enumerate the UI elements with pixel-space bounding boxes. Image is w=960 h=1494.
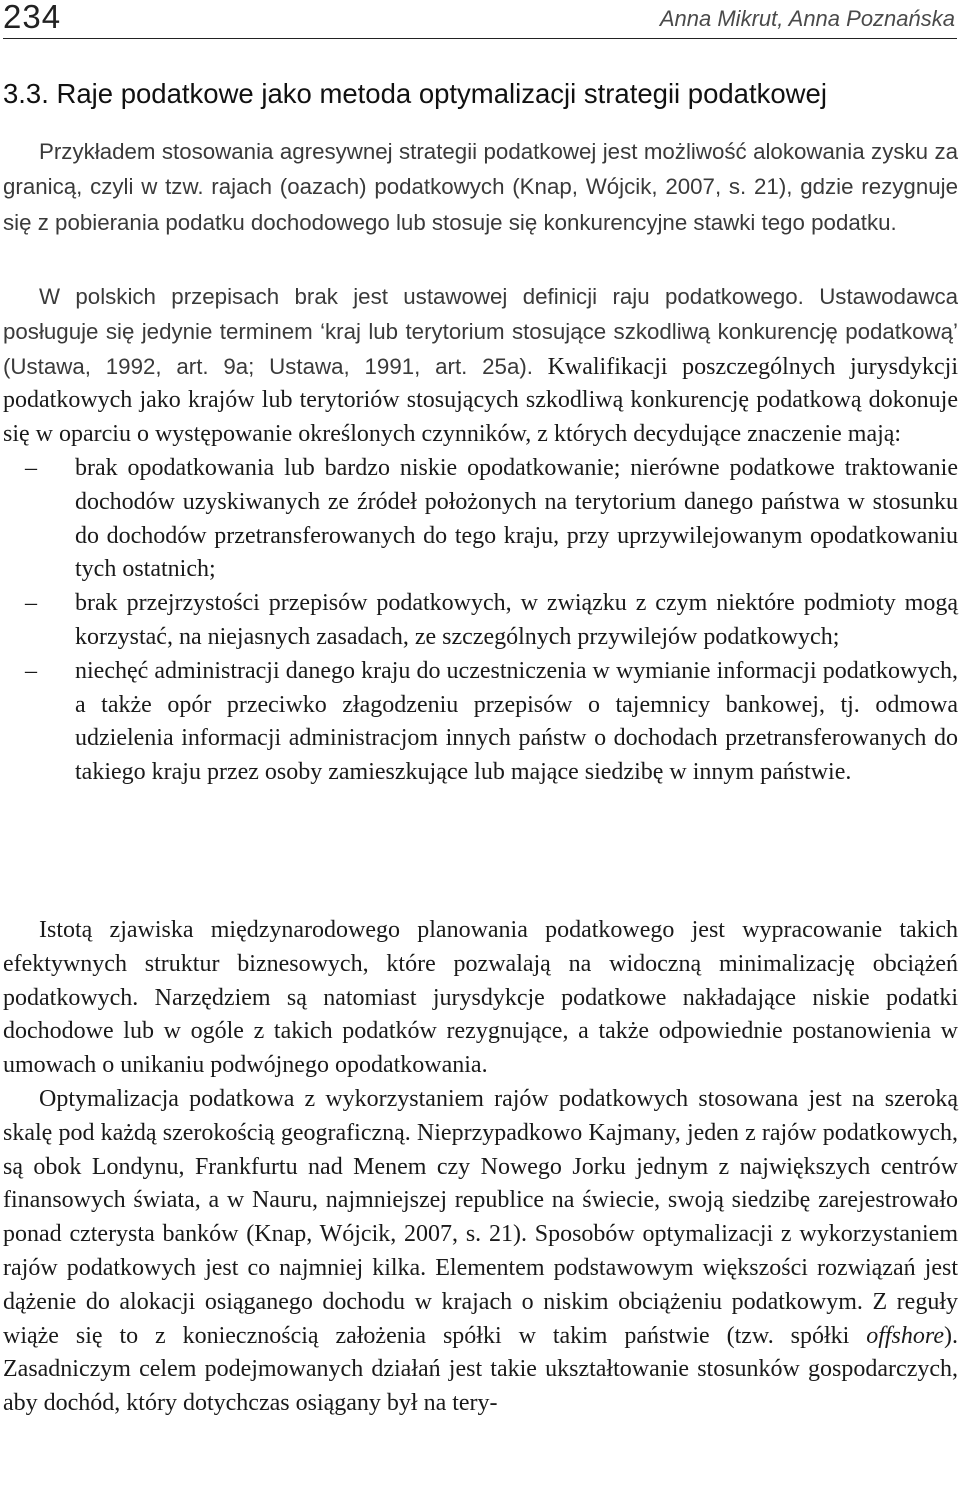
offshore-term: offshore xyxy=(866,1322,944,1349)
list-item: – niechęć administracji danego kraju do uczestniczenia w wymianie informacji podatkowych, a także opór przeciwko złagodzeniu przepisów o tajemnicy bankowej, tj. odmowa udzielenia informacji administracjom innych państw o dochodach przetransferowanych do takiego kraju przez osoby zamieszkujące lub mające siedzibę w innym państwie. xyxy=(3,655,958,790)
running-head-authors: Anna Mikrut, Anna Poznańska xyxy=(659,6,955,31)
paragraph-tax-planning: Istotą zjawiska międzynarodowego planowania podatkowego jest wypracowanie takich efektywnych struktur biznesowych, które pozwalają na widoczną minimalizację obciążeń podatkowych. Narzędziem są natomiast jurysdykcje podatkowe nakładające niskie podatki dochodowe lub w ogóle z takich podatków rezygnujące, a także odpowiednie postanowienia w umowach o unikaniu podwójnego opodatkowania. xyxy=(3,917,958,1079)
paragraph-optimization-part-b: ). Zasadniczym celem podejmowanych działań jest takie ukształtowanie stosunków gospodarczych, aby dochód, który dotychczas osiągany był na tery- xyxy=(3,1322,958,1417)
paragraph-optimization-part-a: Optymalizacja podatkowa z wykorzystaniem rajów podatkowych stosowana jest na szeroką skalę pod każdą szerokością geograficzną. Nieprzypadkowo Kajmany, jeden z rajów podatkowych, są obok Londynu, Frankfurtu nad Menem czy Nowego Jorku jednym z największych centrów finansowych świata, a w Nauru, najmniejszej republice na świecie, swoją siedzibę zarejestrowało ponad czterysta banków (Knap, Wójcik, 2007, s. 21). Sposobów optymalizacji z wykorzystaniem rajów podatkowych jest co najmniej kilka. Elementem podstawowym większości rozwiązań jest dążenie do alokacji osiąganego dochodu w krajach o niskim obciążeniu podatkowym. Z reguły wiąże się to z koniecznością założenia spółki w takim państwie (tzw. spółki xyxy=(3,1085,958,1349)
paragraph-aggressive-strategy: Przykładem stosowania agresywnej strategii podatkowej jest możliwość alokowania zysku za granicą, czyli w tzw. rajach (oazach) podatkowych (Knap, Wójcik, 2007, s. 21), gdzie rezygnuje się z pobierania podatku dochodowego lub stosuje się konkurencyjne stawki tego podatku. xyxy=(3,139,958,235)
list-item: – brak przejrzystości przepisów podatkowych, w związku z czym niektóre podmioty mogą korzystać, na niejasnych zasadach, ze szczególnych przywilejów podatkowych; xyxy=(3,587,958,655)
page-number: 234 xyxy=(3,0,62,35)
criteria-list xyxy=(3,452,958,790)
section-heading: 3.3. Raje podatkowe jako metoda optymalizacji strategii podatkowej xyxy=(3,78,827,109)
page-header xyxy=(3,0,957,39)
body-block xyxy=(3,914,958,1421)
paragraph-optimization xyxy=(3,1083,958,1421)
list-item: – brak opodatkowania lub bardzo niskie opodatkowanie; nierówne podatkowe traktowanie dochodów uzyskiwanych ze źródeł położonych na terytorium danego państwa w stosunku do dochodów przetransferowanych do tego kraju, przy uprzywilejowanym opodatkowaniu tych ostatnich; xyxy=(3,452,958,587)
lead-block xyxy=(3,134,958,240)
paragraph-definition-serif: Kwalifikacji poszczególnych jurysdykcji podatkowych jako krajów lub terytoriów stosujących szkodliwą konkurencję podatkową dokonuje się w oparciu o występowanie określonych czynników, z których decydujące znaczenie mają: xyxy=(3,353,958,448)
paragraph-definition-sans: W polskich przepisach brak jest ustawowej definicji raju podatkowego. Ustawodawca posługuje się jedynie terminem ‘kraj lub terytorium stosujące szkodliwą konkurencję podatkową’ (Ustawa, 1992, art. 9a; Ustawa, 1991, art. 25a). xyxy=(3,284,958,379)
definition-block xyxy=(3,280,958,790)
paragraph-definition xyxy=(3,280,958,452)
